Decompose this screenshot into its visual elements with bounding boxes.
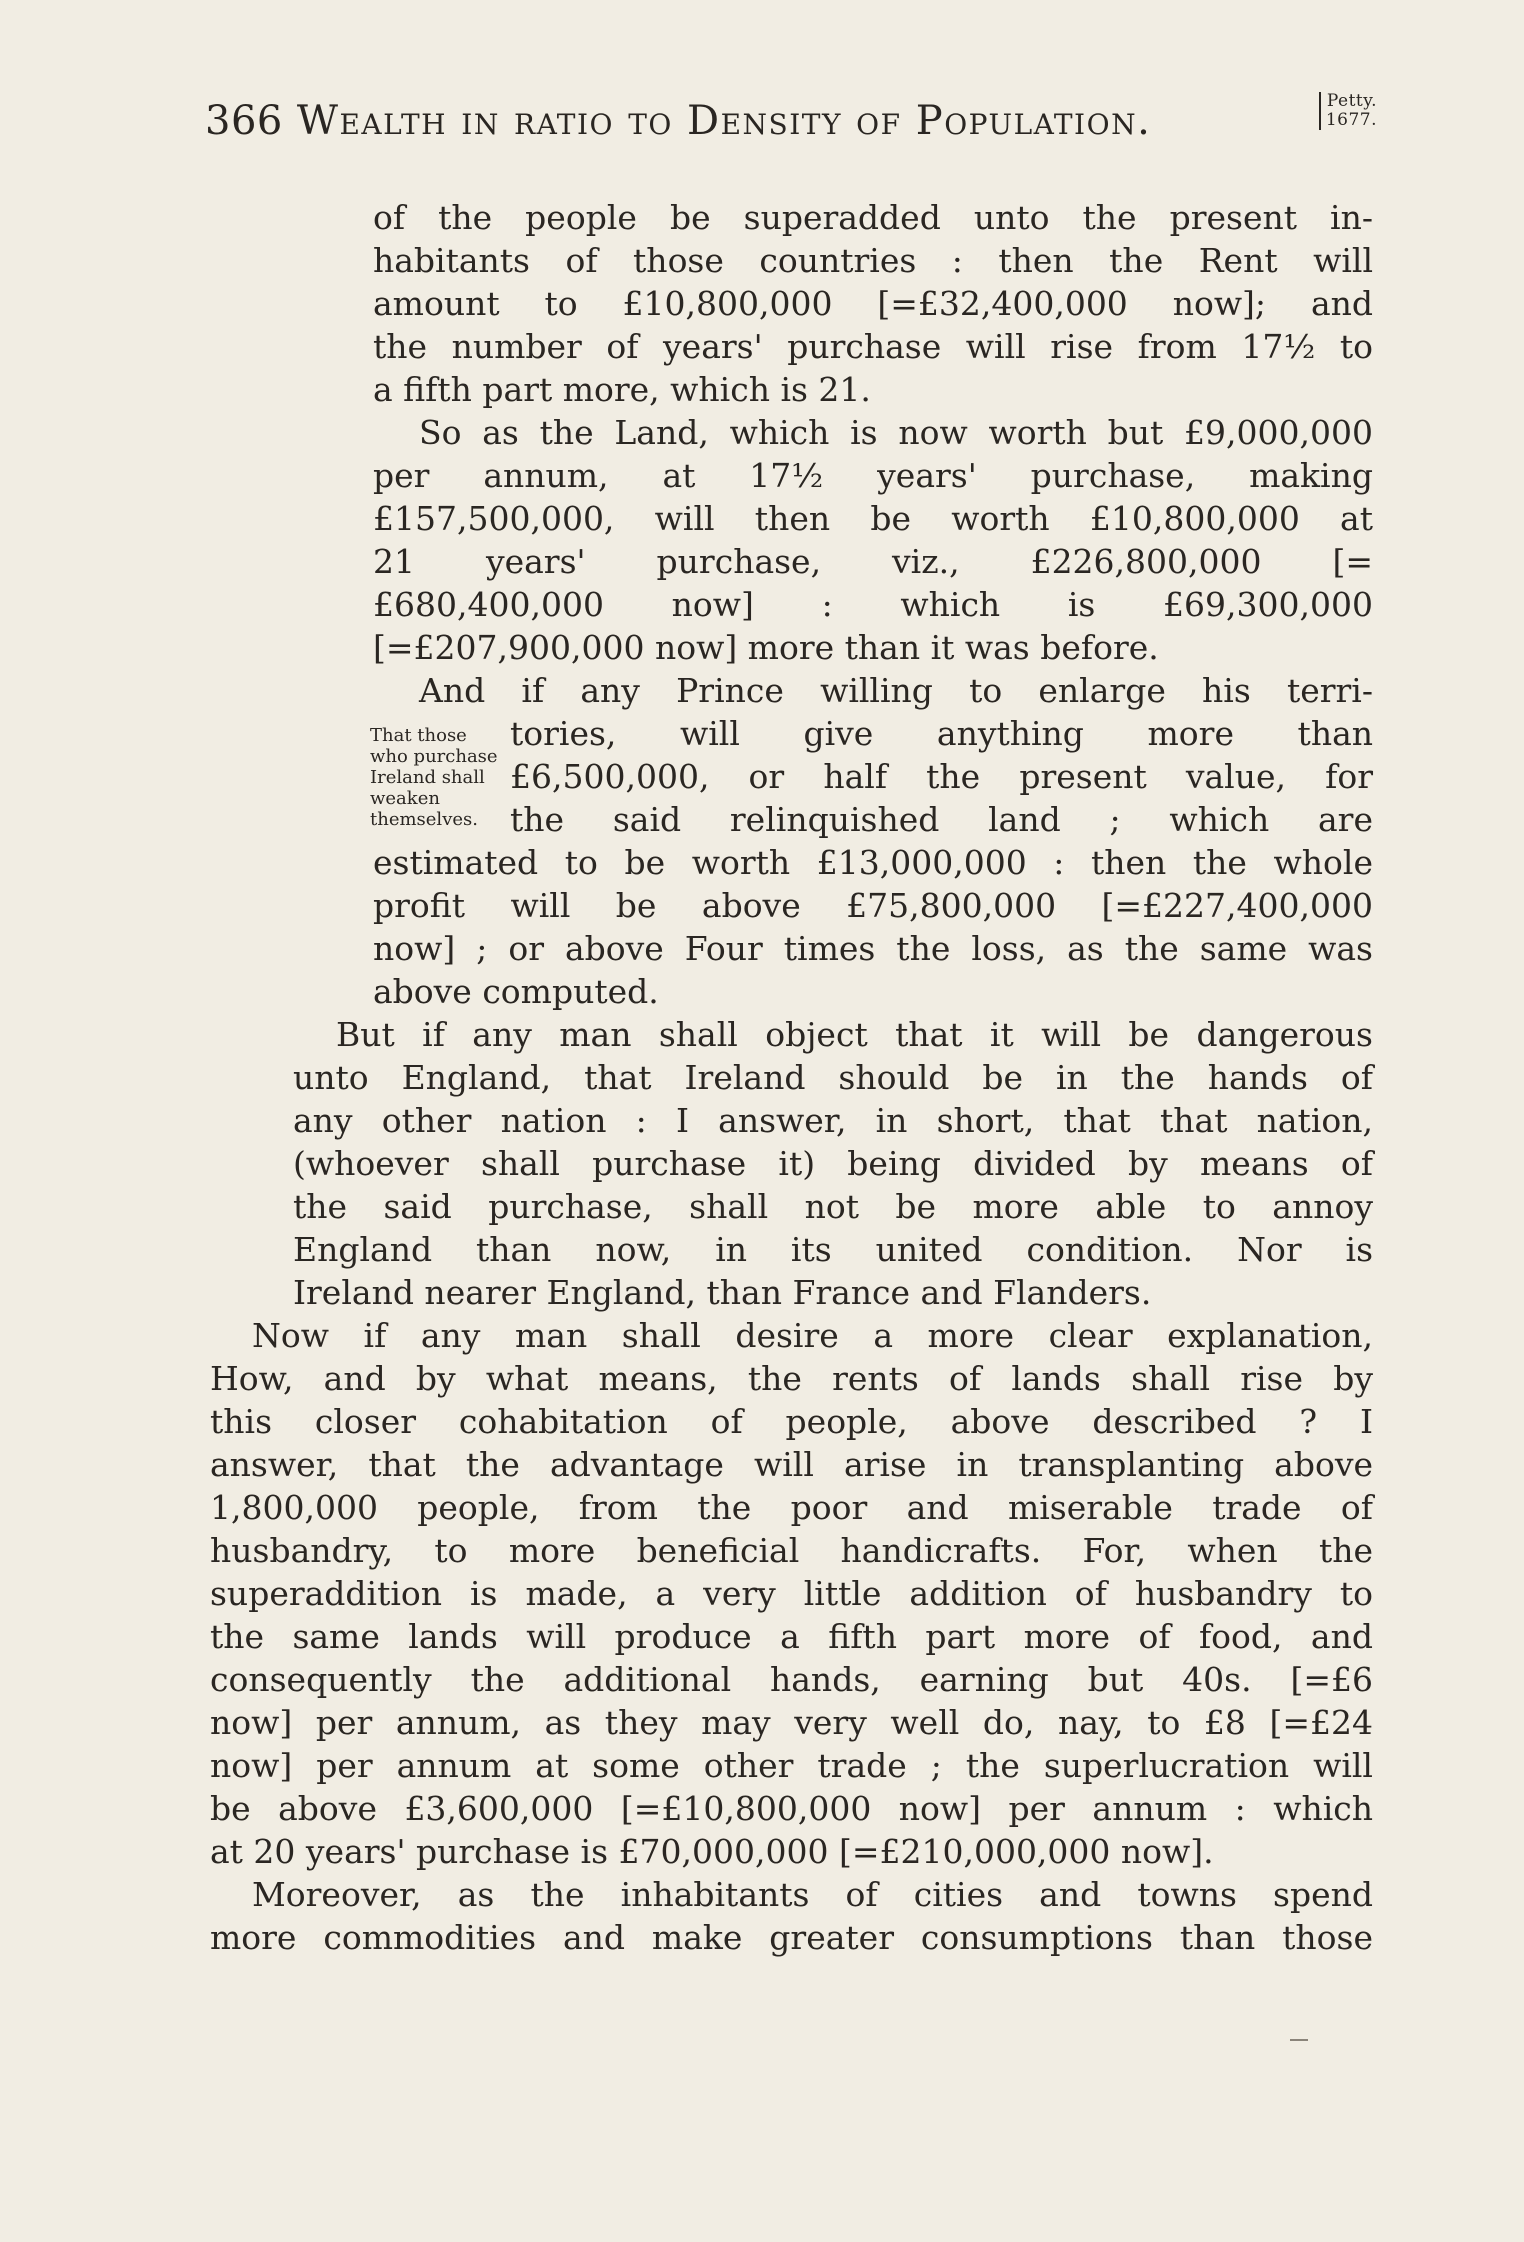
text-line: [=£207,900,000 now] more than it was before. <box>373 628 1159 667</box>
text-line: amount to £10,800,000 [=£32,400,000 now]; and <box>373 284 1373 323</box>
text-line: more commodities and make greater consumptions than those <box>210 1918 1373 1957</box>
text-line: profit will be above £75,800,000 [=£227,400,000 <box>373 886 1373 925</box>
side-year: 1677. <box>1325 110 1377 130</box>
text-line: answer, that the advantage will arise in transplanting above <box>210 1445 1373 1484</box>
text-line: this closer cohabitation of people, above described ? I <box>210 1402 1373 1441</box>
text-line: per annum, at 17½ years' purchase, making <box>373 456 1373 495</box>
text-line: How, and by what means, the rents of lands shall rise by <box>210 1359 1373 1398</box>
text-line: now] per annum at some other trade ; the superlucration will <box>210 1746 1373 1785</box>
text-line: unto England, that Ireland should be in the hands of <box>293 1058 1373 1097</box>
text-line: And if any Prince willing to enlarge his terri- <box>419 671 1373 710</box>
text-line: of the people be superadded unto the present in- <box>373 198 1373 237</box>
text-line: Now if any man shall desire a more clear explanation, <box>252 1316 1373 1355</box>
text-line: above computed. <box>373 972 659 1011</box>
page-number: 366 <box>205 98 283 144</box>
text-line: any other nation : I answer, in short, that that nation, <box>293 1101 1373 1140</box>
text-line: the number of years' purchase will rise from 17½ to <box>373 327 1373 366</box>
text-line: 21 years' purchase, viz., £226,800,000 [= <box>373 542 1373 581</box>
marginal-line: themselves. <box>370 809 478 830</box>
text-line: tories, will give anything more than <box>510 714 1373 753</box>
text-line: So as the Land, which is now worth but £9,000,000 <box>419 413 1373 452</box>
text-line: a fifth part more, which is 21. <box>373 370 871 409</box>
text-line: £680,400,000 now] : which is £69,300,000 <box>373 585 1373 624</box>
author-year-bracket <box>1319 92 1377 130</box>
text-line: the said purchase, shall not be more able to annoy <box>293 1187 1373 1226</box>
text-line: be above £3,600,000 [=£10,800,000 now] per annum : which <box>210 1789 1373 1828</box>
text-line: 1,800,000 people, from the poor and miserable trade of <box>210 1488 1373 1527</box>
text-line: habitants of those countries : then the Rent will <box>373 241 1373 280</box>
text-line: Moreover, as the inhabitants of cities and towns spend <box>252 1875 1373 1914</box>
text-line: the said relinquished land ; which are <box>510 800 1373 839</box>
running-title: Wealth in ratio to Density of Population. <box>296 98 1152 144</box>
text-line: (whoever shall purchase it) being divided by means of <box>293 1144 1373 1183</box>
text-line: estimated to be worth £13,000,000 : then the whole <box>373 843 1373 882</box>
text-line: £6,500,000, or half the present value, for <box>510 757 1373 796</box>
marginal-note <box>370 725 500 830</box>
marginal-line: weaken <box>370 788 440 809</box>
text-line: now] ; or above Four times the loss, as the same was <box>373 929 1373 968</box>
text-line: But if any man shall object that it will be dangerous <box>336 1015 1373 1054</box>
text-line: husbandry, to more beneficial handicrafts. For, when the <box>210 1531 1373 1570</box>
marginal-line: That those <box>370 725 467 746</box>
running-head <box>205 91 1377 150</box>
page-mark <box>1290 2039 1308 2041</box>
text-line: £157,500,000, will then be worth £10,800,000 at <box>373 499 1373 538</box>
text-line: now] per annum, as they may very well do, nay, to £8 [=£24 <box>210 1703 1373 1742</box>
text-line: Ireland nearer England, than France and Flanders. <box>293 1273 1152 1312</box>
text-line: consequently the additional hands, earning but 40s. [=£6 <box>210 1660 1373 1699</box>
text-line: England than now, in its united condition. Nor is <box>293 1230 1373 1269</box>
text-line: the same lands will produce a fifth part more of food, and <box>210 1617 1373 1656</box>
marginal-line: who purchase <box>370 746 498 767</box>
side-author: Petty. <box>1326 91 1377 111</box>
marginal-line: Ireland shall <box>370 767 485 788</box>
text-line: superaddition is made, a very little addition of husbandry to <box>210 1574 1373 1613</box>
text-line: at 20 years' purchase is £70,000,000 [=£210,000,000 now]. <box>210 1832 1214 1871</box>
